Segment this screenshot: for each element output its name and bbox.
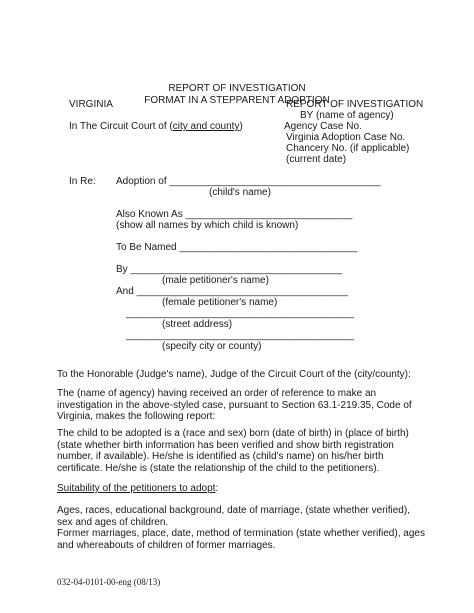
street-address-rule: _________________________________________ — [126, 308, 355, 319]
childs-name-hint: (child's name) — [209, 187, 271, 198]
agency-case-line: Agency Case No. — [284, 121, 362, 132]
form-number-footer: 032-04-0101-00-eng (08/13) — [57, 577, 161, 587]
va-adoption-case-line: Virginia Adoption Case No. — [286, 132, 406, 143]
current-date-line: (current date) — [286, 154, 347, 165]
suitability-heading-text: Suitability of the petitioners to adopt — [57, 483, 216, 494]
court-fill: city and county — [172, 121, 240, 132]
in-re-label: In Re: — [69, 176, 96, 187]
ages-paragraph: Ages, races, educational background, date of marriage, (state whether verified), sex and ages of children. — [57, 505, 410, 528]
suitability-heading — [57, 483, 218, 494]
suitability-heading-colon: : — [215, 483, 219, 494]
chancery-line: Chancery No. (if applicable) — [286, 143, 410, 154]
city-county-rule: _________________________________________ — [126, 330, 355, 341]
male-petitioner-hint: (male petitioner's name) — [162, 275, 269, 286]
female-petitioner-hint: (female petitioner's name) — [162, 297, 278, 308]
order-of-reference-paragraph: The (name of agency) having received an order of reference to make an investigation in the above-styled case, pursuant to Section 63.1-219.35, Code of Virginia, makes the following report: — [57, 388, 412, 422]
aka-hint: (show all names by which child is known) — [116, 220, 299, 231]
salutation: To the Honorable (Judge's name), Judge of the Circuit Court of the (city/county): — [57, 369, 411, 380]
title-line-1: REPORT OF INVESTIGATION — [168, 83, 306, 94]
and-line: And ______________________________________ — [116, 286, 348, 297]
court-line — [69, 121, 243, 132]
court-prefix: In The Circuit Court of ( — [69, 121, 173, 132]
also-known-as-line: Also Known As ______________________________ — [116, 209, 353, 220]
to-be-named-line: To Be Named ________________________________ — [116, 242, 358, 253]
city-county-hint: (specify city or county) — [162, 341, 262, 352]
agency-name-line: BY (name of agency) — [300, 110, 394, 121]
title-line-2: FORMAT IN A STEPPARENT ADOPTION — [144, 95, 330, 106]
by-line: By ______________________________________ — [116, 264, 342, 275]
street-address-hint: (street address) — [162, 319, 233, 330]
former-marriages-paragraph: Former marriages, place, date, method of termination (state whether verified), ages and whereabouts of children of former marriages. — [57, 528, 425, 551]
report-heading: REPORT OF INVESTIGATION — [286, 99, 424, 110]
adoption-of-line: Adoption of ______________________________________ — [116, 176, 381, 187]
child-description-paragraph: The child to be adopted is a (race and sex) born (date of birth) in (place of birth) (state whether birth information has been verified and show birth registration number, if available). He/she is identified as (child's name) on his/her birth certificate. He/she is (state the relationship of the child to the petitioners). — [57, 428, 409, 474]
state-name: VIRGINIA — [69, 99, 113, 110]
court-suffix: ) — [239, 121, 243, 132]
